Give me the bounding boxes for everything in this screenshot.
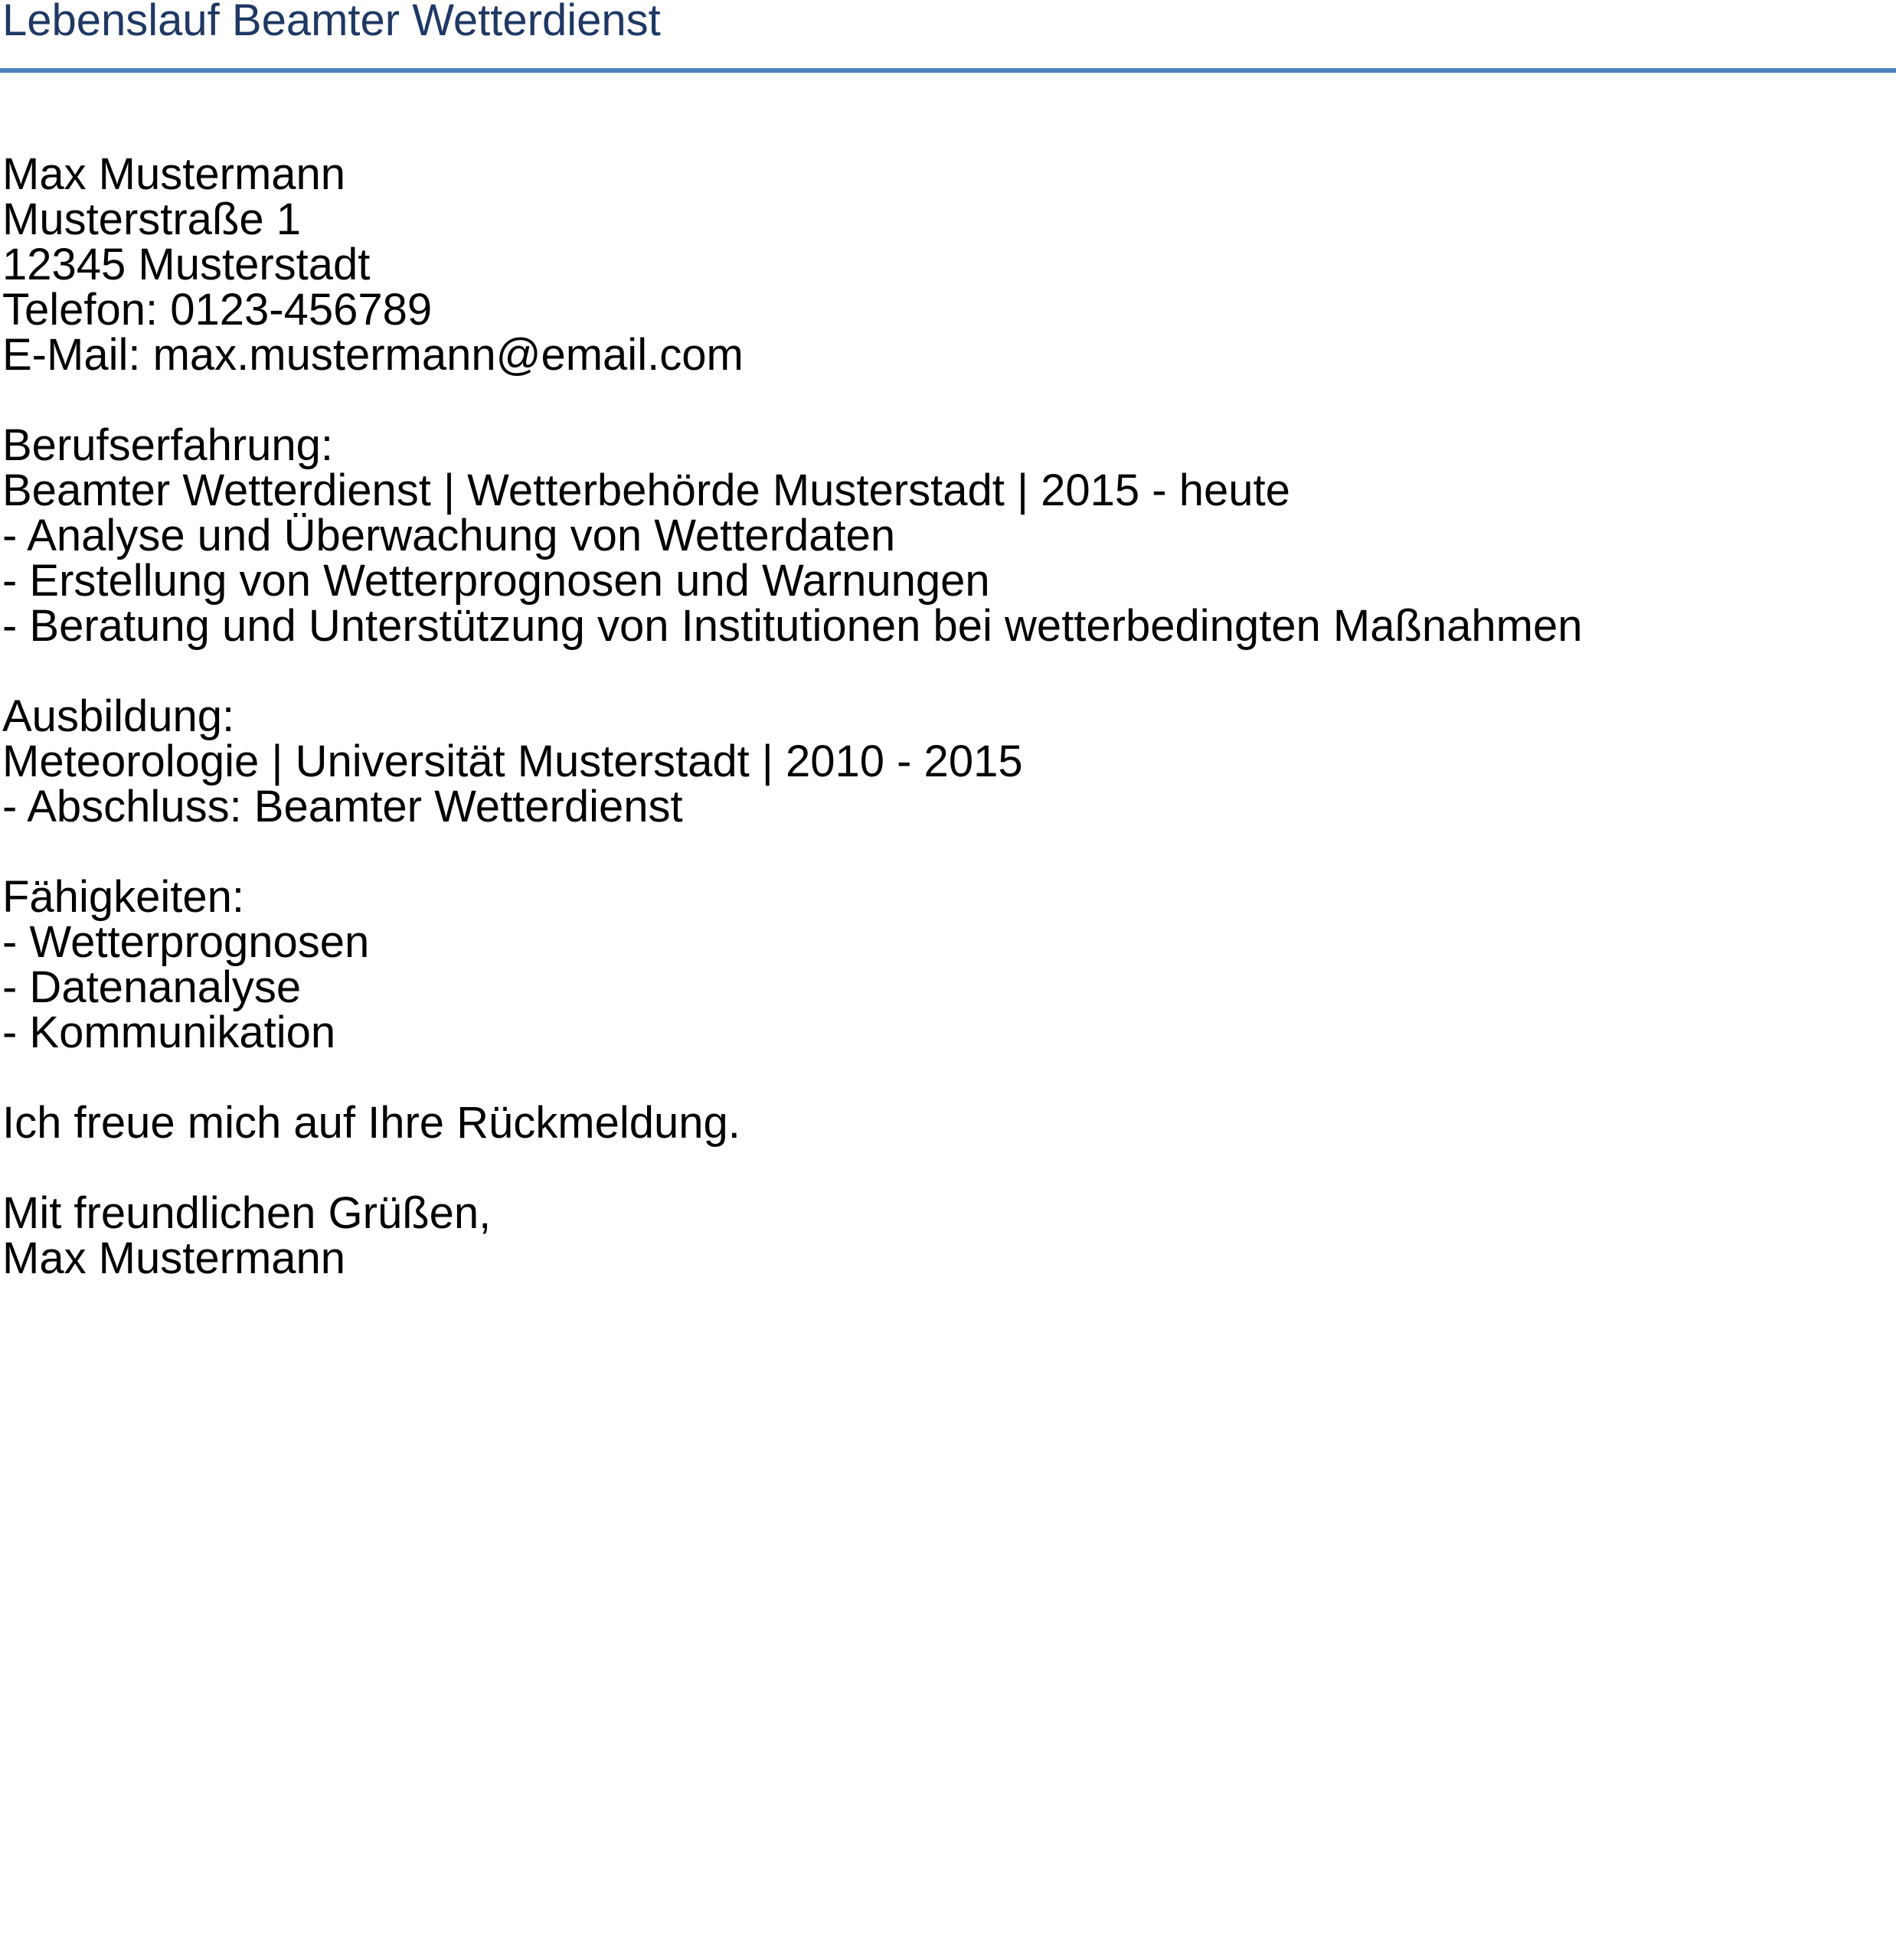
contact-phone: Telefon: 0123-456789: [2, 285, 433, 335]
skills-heading: Fähigkeiten:: [2, 872, 244, 922]
skills-item: - Datenanalyse: [2, 962, 302, 1012]
contact-city: 12345 Musterstadt: [2, 240, 371, 289]
document-title: Lebenslauf Beamter Wetterdienst: [2, 0, 661, 45]
education-item: - Abschluss: Beamter Wetterdienst: [2, 782, 683, 831]
skills-item: - Wetterprognosen: [2, 917, 370, 967]
skills-item: - Kommunikation: [2, 1008, 336, 1057]
contact-name: Max Mustermann: [2, 149, 346, 199]
education-degree: Meteorologie | Universität Musterstadt | 2010 - 2015: [2, 737, 1023, 786]
experience-item: - Analyse und Überwachung von Wetterdaten: [2, 511, 896, 560]
education-heading: Ausbildung:: [2, 691, 235, 741]
closing-sentence: Ich freue mich auf Ihre Rückmeldung.: [2, 1098, 740, 1148]
experience-item: - Beratung und Unterstützung von Institutionen bei wetterbedingten Maßnahmen: [2, 601, 1583, 651]
signature-name: Max Mustermann: [2, 1233, 346, 1283]
experience-heading: Berufserfahrung:: [2, 420, 334, 470]
experience-position: Beamter Wetterdienst | Wetterbehörde Musterstadt | 2015 - heute: [2, 466, 1290, 515]
experience-item: - Erstellung von Wetterprognosen und Warnungen: [2, 556, 990, 606]
contact-street: Musterstraße 1: [2, 194, 301, 244]
title-underline: [0, 68, 1896, 73]
salutation: Mit freundlichen Grüßen,: [2, 1188, 492, 1238]
contact-email: E-Mail: max.mustermann@email.com: [2, 330, 744, 380]
